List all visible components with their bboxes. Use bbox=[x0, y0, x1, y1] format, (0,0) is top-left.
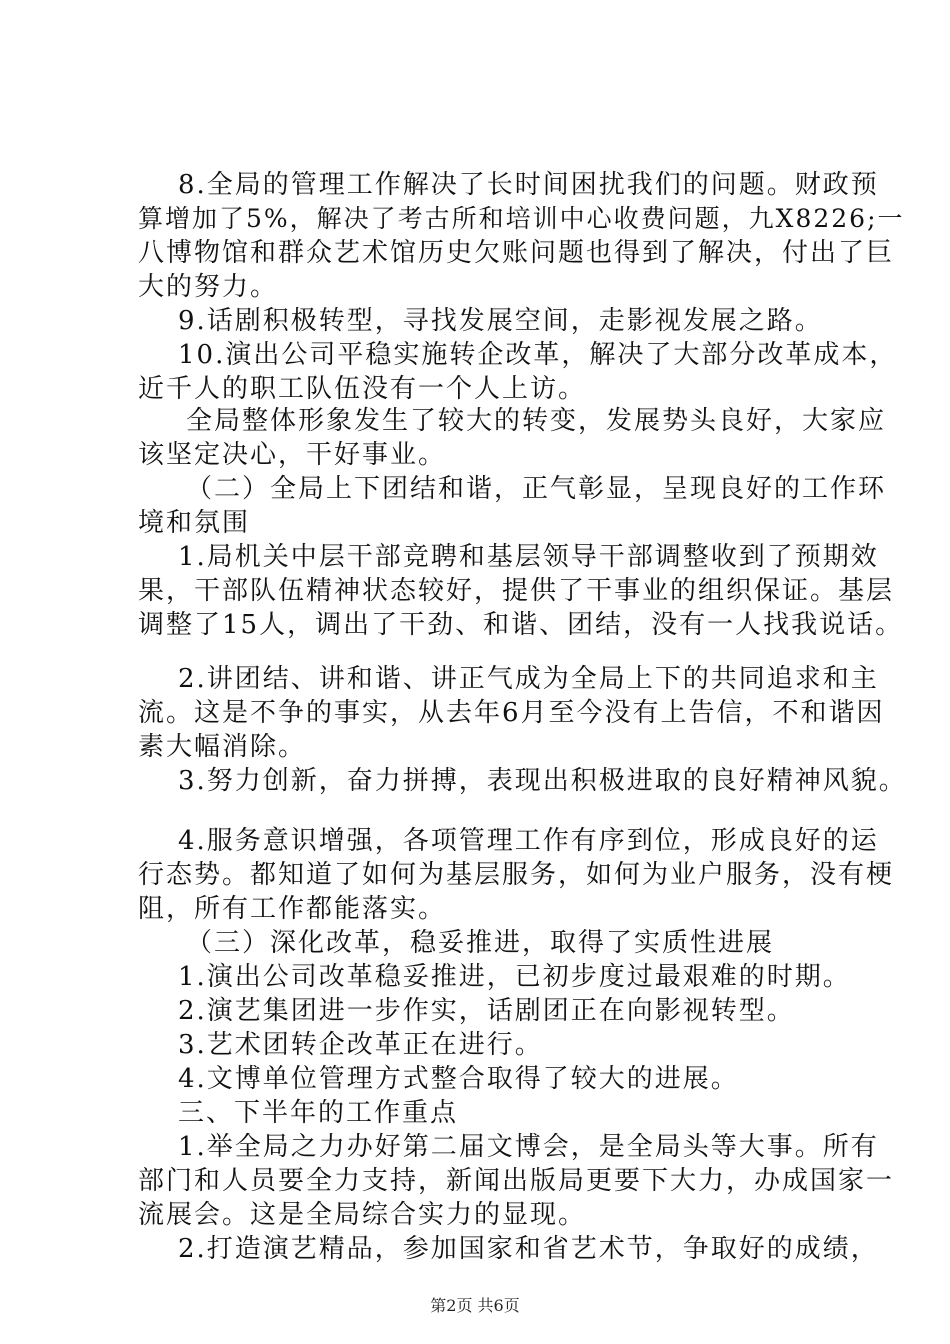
paragraph-line: 算增加了5%，解决了考古所和培训中心收费问题，九X8226;一 bbox=[138, 204, 905, 233]
paragraph-line: 2.演艺集团进一步作实，话剧团正在向影视转型。 bbox=[178, 996, 795, 1026]
paragraph-line: 4.文博单位管理方式整合取得了较大的进展。 bbox=[178, 1064, 739, 1094]
paragraph-line: 4.服务意识增强，各项管理工作有序到位，形成良好的运 bbox=[178, 826, 879, 856]
section-heading: 境和氛围 bbox=[138, 508, 251, 538]
paragraph-line: 大的努力。 bbox=[138, 272, 279, 302]
paragraph-line: 八博物馆和群众艺术馆历史欠账问题也得到了解决，付出了巨 bbox=[138, 238, 895, 268]
paragraph-line: 2.打造演艺精品，参加国家和省艺术节，争取好的成绩， bbox=[178, 1234, 879, 1264]
paragraph-line: 8.全局的管理工作解决了长时间困扰我们的问题。财政预 bbox=[178, 170, 879, 200]
section-heading: （三）深化改革，稳妥推进，取得了实质性进展 bbox=[186, 928, 775, 958]
paragraph-line: 3.艺术团转企改革正在进行。 bbox=[178, 1030, 543, 1060]
paragraph-line: 行态势。都知道了如何为基层服务，如何为业户服务，没有梗 bbox=[138, 860, 895, 890]
paragraph-line: 1.演出公司改革稳妥推进，已初步度过最艰难的时期。 bbox=[178, 962, 851, 992]
page-footer: 第2页 共6页 bbox=[430, 1296, 520, 1315]
paragraph-line: 3.努力创新，奋力拼搏，表现出积极进取的良好精神风貌。 bbox=[178, 766, 907, 796]
paragraph-line: 流。这是不争的事实，从去年6月至今没有上告信，不和谐因 bbox=[138, 698, 885, 728]
paragraph-line: 调整了15人，调出了干劲、和谐、团结，没有一人找我说话。 bbox=[138, 610, 904, 640]
paragraph-line: 素大幅消除。 bbox=[138, 732, 307, 762]
paragraph-line: 部门和人员要全力支持，新闻出版局更要下大力，办成国家一 bbox=[138, 1166, 895, 1196]
section-heading: （二）全局上下团结和谐，正气彰显，呈现良好的工作环 bbox=[186, 474, 887, 504]
paragraph-line: 10.演出公司平稳实施转企改革，解决了大部分改革成本， bbox=[178, 340, 898, 370]
paragraph-line: 1.局机关中层干部竞聘和基层领导干部调整收到了预期效 bbox=[178, 542, 879, 572]
paragraph-line: 该坚定决心，干好事业。 bbox=[138, 440, 447, 470]
paragraph-line: 9.话剧积极转型，寻找发展空间，走影视发展之路。 bbox=[178, 306, 823, 336]
section-heading: 三、下半年的工作重点 bbox=[178, 1098, 459, 1128]
paragraph-line: 近千人的职工队伍没有一个人上访。 bbox=[138, 374, 587, 404]
paragraph-line: 全局整体形象发生了较大的转变，发展势头良好，大家应 bbox=[186, 406, 887, 436]
paragraph-line: 2.讲团结、讲和谐、讲正气成为全局上下的共同追求和主 bbox=[178, 664, 879, 694]
paragraph-line: 果，干部队伍精神状态较好，提供了干事业的组织保证。基层 bbox=[138, 576, 895, 606]
paragraph-line: 阻，所有工作都能落实。 bbox=[138, 894, 447, 924]
paragraph-line: 1.举全局之力办好第二届文博会，是全局头等大事。所有 bbox=[178, 1132, 879, 1162]
paragraph-line: 流展会。这是全局综合实力的显现。 bbox=[138, 1200, 587, 1230]
